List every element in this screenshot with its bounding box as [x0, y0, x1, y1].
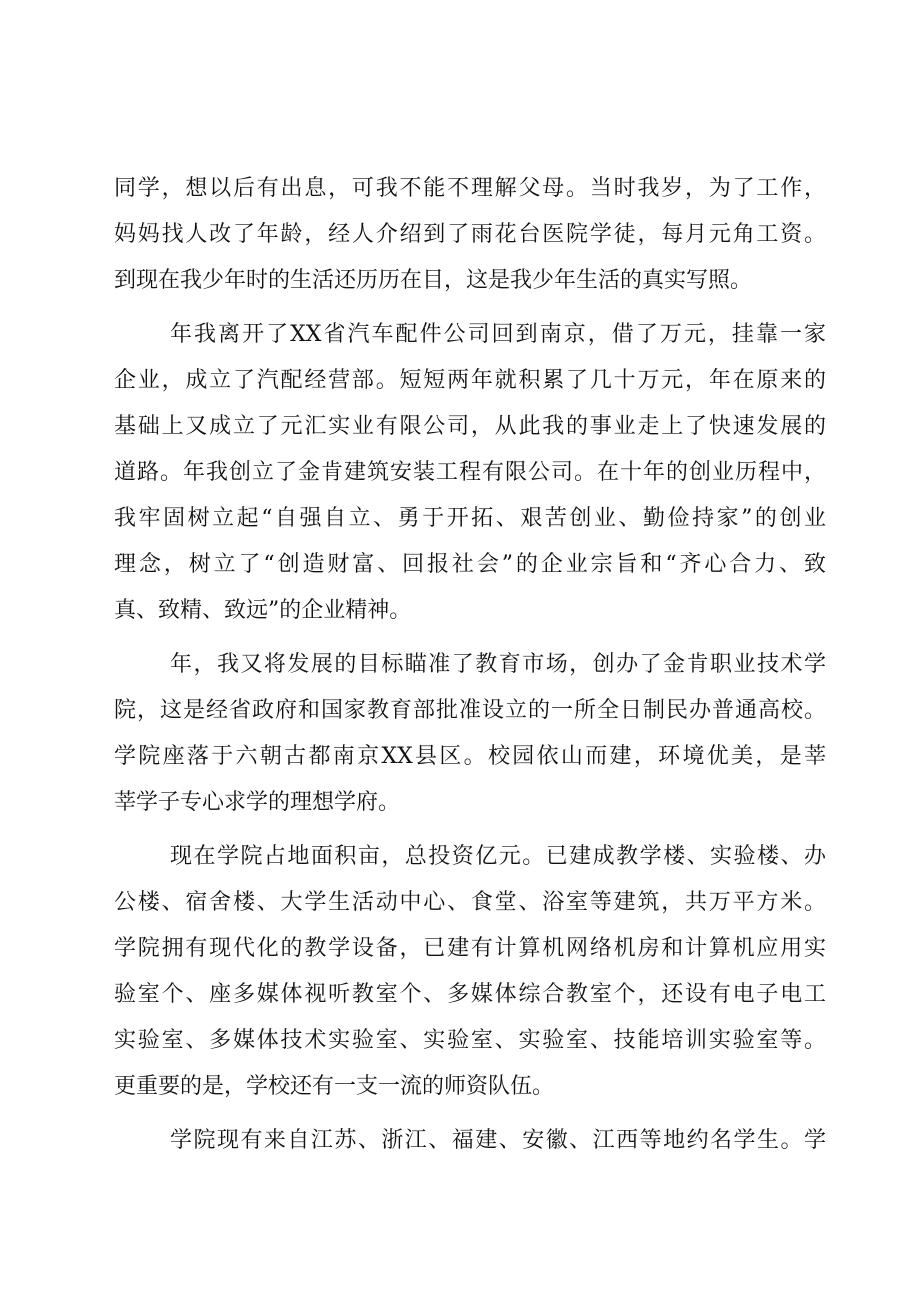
- paragraph-students: [114, 1118, 826, 1164]
- text-line: 我牢固树立起“自强自立、勇于开拓、艰苦创业、勤俭持家”的创业: [114, 506, 826, 531]
- text-line: 莘学子专心求学的理想学府。: [114, 790, 401, 815]
- text-line: 年，我又将发展的目标瞄准了教育市场，创办了金肯职业技术学: [170, 652, 826, 677]
- text-line: 同学，想以后有出息，可我不能不理解父母。当时我岁，为了工作，: [114, 176, 826, 201]
- text-line: 到现在我少年时的生活还历历在目，这是我少年生活的真实写照。: [114, 268, 753, 293]
- paragraph-gap: [114, 634, 826, 642]
- paragraph-college: [114, 642, 826, 826]
- text-line: 理念，树立了“创造财富、回报社会”的企业宗旨和“齐心合力、致: [114, 552, 826, 577]
- paragraph-business: [114, 312, 826, 634]
- text-line: 学院拥有现代化的教学设备，已建有计算机网络机房和计算机应用实: [114, 936, 826, 961]
- text-line: 实验室、多媒体技术实验室、实验室、实验室、技能培训实验室等。: [114, 1028, 826, 1053]
- paragraph-facilities: [114, 834, 826, 1110]
- text-line: 妈妈找人改了年龄，经人介绍到了雨花台医院学徒，每月元角工资。: [114, 222, 826, 247]
- text-line: 真、致精、致远”的企业精神。: [114, 598, 412, 623]
- text-line: 基础上又成立了元汇实业有限公司，从此我的事业走上了快速发展的: [114, 414, 826, 439]
- text-line: 道路。年我创立了金肯建筑安装工程有限公司。在十年的创业历程中，: [114, 460, 826, 485]
- body-text: [114, 166, 826, 1164]
- text-line: 学院座落于六朝古都南京XX县区。校园依山而建，环境优美，是莘: [114, 744, 826, 769]
- text-line: 更重要的是，学校还有一支一流的师资队伍。: [114, 1074, 555, 1099]
- text-line: 企业，成立了汽配经营部。短短两年就积累了几十万元，年在原来的: [114, 368, 826, 393]
- paragraph-gap: [114, 1110, 826, 1118]
- text-line: 年我离开了XX省汽车配件公司回到南京，借了万元，挂靠一家: [170, 322, 826, 347]
- paragraph-gap: [114, 826, 826, 834]
- text-line: 验室个、座多媒体视听教室个、多媒体综合教室个，还设有电子电工: [114, 982, 826, 1007]
- text-line: 公楼、宿舍楼、大学生活动中心、食堂、浴室等建筑，共万平方米。: [114, 890, 826, 915]
- paragraph-gap: [114, 304, 826, 312]
- text-line: 现在学院占地面积亩，总投资亿元。已建成教学楼、实验楼、办: [170, 844, 826, 869]
- text-line: 院，这是经省政府和国家教育部批准设立的一所全日制民办普通高校。: [114, 698, 826, 723]
- paragraph-childhood: [114, 166, 826, 304]
- text-line: 学院现有来自江苏、浙江、福建、安徽、江西等地约名学生。学: [170, 1128, 826, 1153]
